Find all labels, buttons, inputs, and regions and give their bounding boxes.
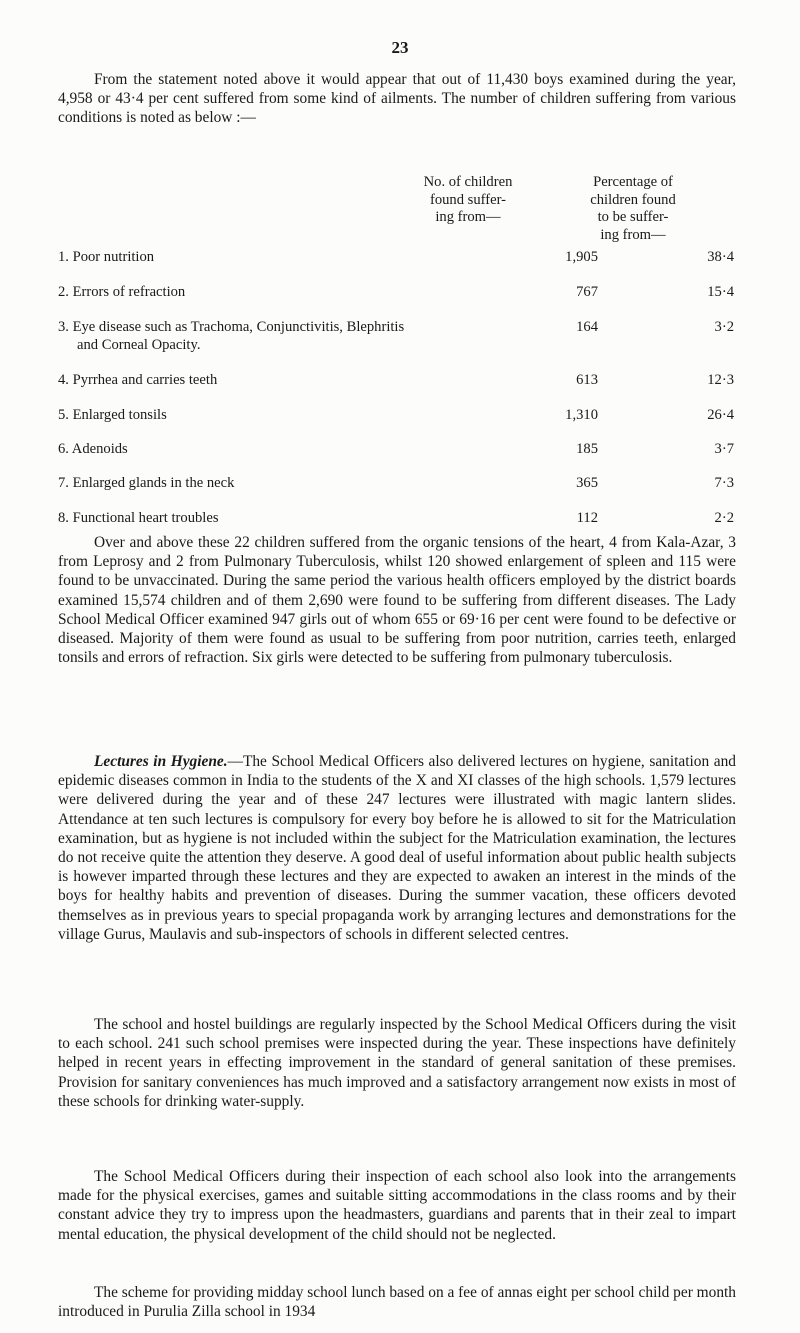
row-label: 1. Poor nutrition [58,249,155,265]
row-label: 6. Adenoids [58,441,128,457]
row-label: 8. Functional heart troubles [58,510,219,526]
table-row [58,284,738,320]
row-label: 3. Eye disease such as Trachoma, Conjunctivitis, Blephritis and Corneal Opacity. [58,319,405,353]
paragraph-physical-exercise: The School Medical Officers during their inspection of each school also look into the arrangements made for the physical exercises, games and suitable sitting accommodations in the class rooms and by their constant advice they try to impress upon the headmasters, guardians and parents that in their zeal to impart mental education, the physical development of the child should not be neglected. [58,1168,736,1243]
row-percentage: 38·4 [707,249,734,265]
table-row [58,475,738,511]
intro-paragraph: From the statement noted above it would appear that out of 11,430 boys examined during the year, 4,958 or 43·4 per cent suffered from some kind of ailments. The number of children suffering from various conditions is noted as below :— [58,71,736,127]
table-row [58,249,738,285]
row-label: 7. Enlarged glands in the neck [58,475,235,491]
table-row [58,372,738,408]
row-count: 613 [576,372,598,388]
row-count: 112 [576,510,598,526]
table-row [58,407,738,443]
paragraph-school-lunch: The scheme for providing midday school lunch based on a fee of annas eight per school child per month introduced in Purulia Zilla school in 1934 [58,1284,736,1321]
section-heading-lectures: Lectures in Hygiene. [94,753,228,770]
row-percentage: 12·3 [707,372,734,388]
row-percentage: 7·3 [714,475,734,491]
row-percentage: 15·4 [707,284,734,300]
row-count: 767 [576,284,598,300]
row-label: 4. Pyrrhea and carries teeth [58,372,218,388]
column-header-count: No. of children found suffer- ing from— [423,174,513,226]
row-percentage: 3·7 [714,441,734,457]
row-count: 1,310 [565,407,598,423]
column-header-percentage: Percentage of children found to be suffer- ing from— [590,174,676,243]
paragraph-lectures: Lectures in Hygiene.—The School Medical Officers also delivered lectures on hygiene, sanitation and epidemic diseases common in India to the students of the X and XI classes of the high schools. 1,579 lectures were delivered during the year and of these 247 lectures were illustrated with magic lantern slides. Attendance at ten such lectures is compulsory for every boy before he is allowed to sit for the Matriculation examination, but as hygiene is not included within the subject for the Matriculation examination, the lectures do not receive quite the attention they deserve. A good deal of useful information about public health subjects is however imparted through these lectures and they are expected to awaken an interest in the minds of the boys for healthy habits and prevention of diseases. During the summer vacation, these officers devoted themselves as in previous years to special propaganda work by arranging lectures and demonstrations for the village Gurus, Maulavis and sub-inspectors of schools in different selected centres. [58,753,736,943]
row-count: 1,905 [565,249,598,265]
row-count: 164 [576,319,598,335]
row-count: 365 [576,475,598,491]
row-count: 185 [576,441,598,457]
page-number: 23 [391,38,409,57]
row-percentage: 26·4 [707,407,734,423]
table-row [58,319,738,355]
paragraph-buildings: The school and hostel buildings are regularly inspected by the School Medical Officers during the visit to each school. 241 such school premises were inspected during the year. These inspections have definitely helped in recent years in effecting improvement in the standard of general sanitation of these premises. Provision for sanitary conveniences has much improved and a satisfactory arrangement now exists in most of these schools for drinking water-supply. [58,1016,736,1110]
row-percentage: 2·2 [714,510,734,526]
paragraph-other-diseases: Over and above these 22 children suffered from the organic tensions of the heart, 4 from Kala-Azar, 3 from Leprosy and 2 from Pulmonary Tuberculosis, whilst 120 showed enlargement of spleen and 115 were found to be unvaccinated. During the same period the various health officers employed by the district boards examined 15,574 children and of them 2,690 were found to be suffering from different diseases. The Lady School Medical Officer examined 947 girls out of whom 655 or 69·16 per cent were found to be defective or diseased. Majority of them were found as usual to be suffering from poor nutrition, carries teeth, enlarged tonsils and errors of refraction. Six girls were detected to be suffering from pulmonary tuberculosis. [58,534,736,667]
table-row [58,441,738,477]
row-label: 2. Errors of refraction [58,284,186,300]
row-percentage: 3·2 [714,319,734,335]
row-label: 5. Enlarged tonsils [58,407,167,423]
